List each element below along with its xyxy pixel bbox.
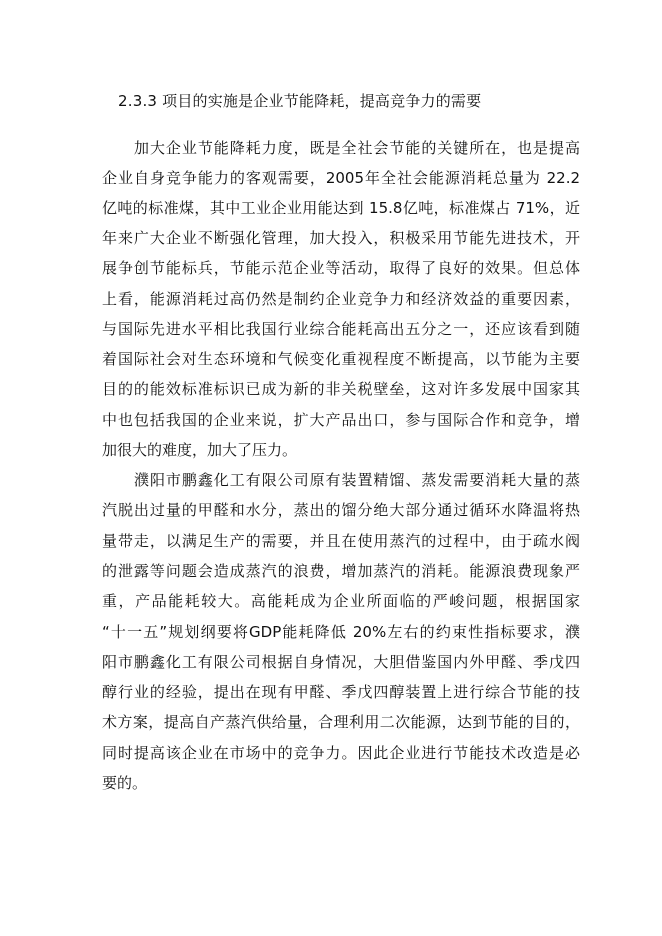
paragraph-1-line-1: 加大企业节能降耗力度，既是全社会节能的关键所在，也是提高	[134, 139, 580, 157]
paragraph-2-line-10: 同时提高该企业在市场中的竞争力。因此企业进行节能技术改造是必	[102, 744, 580, 762]
paragraph-2-line-4: 的泄露等问题会造成蒸汽的浪费，增加蒸汽的消耗。能源浪费现象严	[102, 562, 580, 580]
paragraph-1-line-2: 企业自身竞争能力的客观需要，2005年全社会能源消耗总量为 22.2	[102, 169, 580, 187]
paragraph-2-line-1: 濮阳市鹏鑫化工有限公司原有装置精馏、蒸发需要消耗大量的蒸	[134, 471, 580, 489]
paragraph-1-line-6: 上看，能源消耗过高仍然是制约企业竞争力和经济效益的重要因素，	[102, 290, 580, 308]
paragraph-2-line-7: 阳市鹏鑫化工有限公司根据自身情况，大胆借鉴国内外甲醛、季戊四	[102, 653, 580, 671]
paragraph-1-line-5: 展争创节能标兵，节能示范企业等活动，取得了良好的效果。但总体	[102, 259, 580, 277]
paragraph-1-line-9: 目的的能效标准标识已成为新的非关税壁垒，这对许多发展中国家其	[102, 380, 580, 398]
paragraph-1-line-4: 年来广大企业不断强化管理，加大投入，积极采用节能先进技术，开	[102, 229, 580, 247]
paragraph-2-line-5: 重，产品能耗较大。高能耗成为企业所面临的严峻问题，根据国家	[102, 592, 580, 610]
paragraph-2-line-8: 醇行业的经验，提出在现有甲醛、季戊四醇装置上进行综合节能的技	[102, 683, 580, 701]
paragraph-2-line-6: “十一五”规划纲要将GDP能耗降低 20%左右的约束性指标要求，濮	[102, 623, 580, 641]
paragraph-1-line-3: 亿吨的标准煤，其中工业企业用能达到 15.8亿吨，标准煤占 71%，近	[102, 199, 580, 217]
paragraph-1-line-8: 着国际社会对生态环境和气候变化重视程度不断提高，以节能为主要	[102, 350, 580, 368]
paragraph-2-line-2: 汽脱出过量的甲醛和水分，蒸出的馏分绝大部分通过循环水降温将热	[102, 501, 580, 519]
section-heading: 2.3.3 项目的实施是企业节能降耗，提高竞争力的需要	[118, 92, 482, 110]
paragraph-2-line-9: 术方案，提高自产蒸汽供给量，合理利用二次能源，达到节能的目的，	[102, 713, 580, 731]
paragraph-2-line-11: 要的。	[102, 774, 148, 792]
paragraph-1-line-11: 加很大的难度，加大了压力。	[102, 441, 298, 459]
paragraph-2-line-3: 量带走，以满足生产的需要，并且在使用蒸汽的过程中，由于疏水阀	[102, 532, 580, 550]
paragraph-1-line-7: 与国际先进水平相比我国行业综合能耗高出五分之一，还应该看到随	[102, 320, 580, 338]
paragraph-1-line-10: 中也包括我国的企业来说，扩大产品出口，参与国际合作和竞争，增	[102, 411, 580, 429]
